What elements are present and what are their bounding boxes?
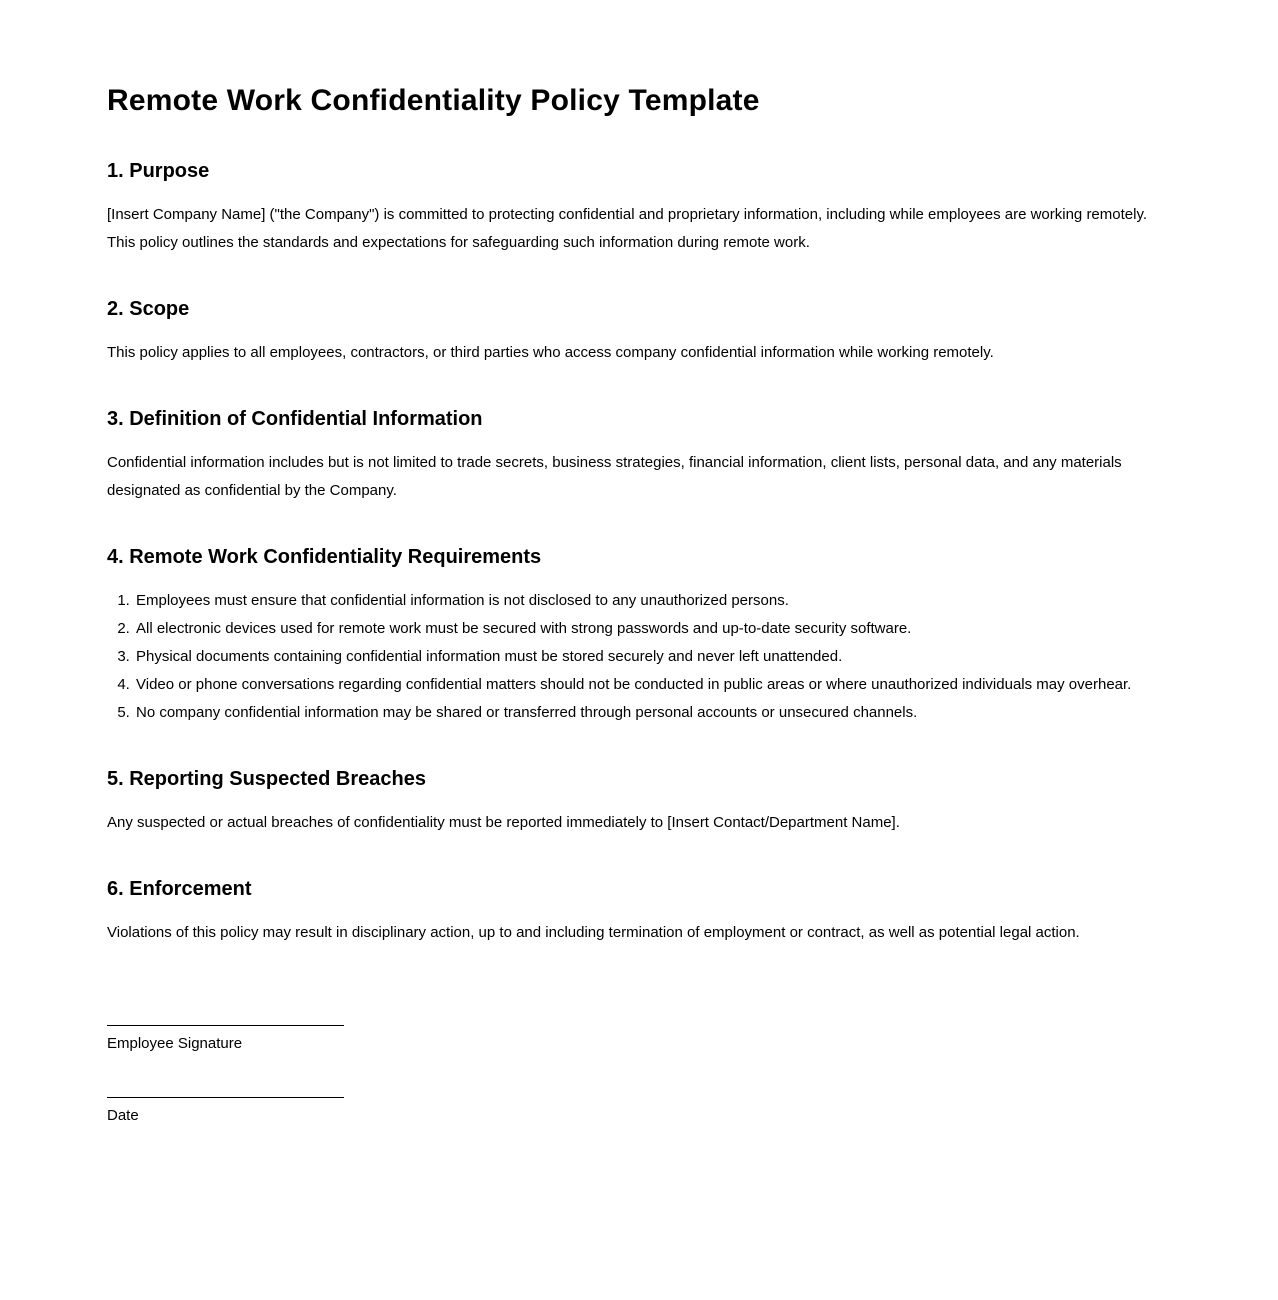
section-heading: 6. Enforcement [107, 877, 252, 900]
section-reporting [107, 767, 1150, 837]
signature-label: Date [107, 1106, 139, 1124]
section-enforcement [107, 877, 1150, 947]
requirement-item: 2. All electronic devices used for remote work must be secured with strong passwords and up-to-date security software. [134, 615, 1150, 643]
requirement-item: 4. Video or phone conversations regarding confidential matters should not be conducted in public areas or where unauthorized individuals may overhear. [134, 671, 1150, 699]
employee-signature-block [107, 1025, 1150, 1055]
signature-label: Employee Signature [107, 1034, 243, 1052]
section-body: Confidential information includes but is not limited to trade secrets, business strategies, financial information, client lists, personal data, and any materials designated as confidential by the Company. [107, 453, 1122, 499]
signature-line [107, 1097, 344, 1098]
signature-area [107, 1025, 1150, 1127]
section-purpose [107, 159, 1150, 257]
section-body: Any suspected or actual breaches of confidentiality must be reported immediately to [Insert Contact/Department Name]. [107, 813, 900, 831]
section-heading: 3. Definition of Confidential Information [107, 407, 483, 430]
section-requirements [107, 545, 1150, 727]
requirement-item: 1. Employees must ensure that confidential information is not disclosed to any unauthorized persons. [134, 587, 1150, 615]
page-title: Remote Work Confidentiality Policy Template [107, 84, 760, 117]
section-heading: 4. Remote Work Confidentiality Requirements [107, 545, 542, 568]
section-body: Violations of this policy may result in disciplinary action, up to and including termination of employment or contract, as well as potential legal action. [107, 923, 1080, 941]
requirements-list [107, 587, 1150, 727]
section-heading: 1. Purpose [107, 159, 210, 182]
requirement-item: 5. No company confidential information may be shared or transferred through personal accounts or unsecured channels. [134, 699, 1150, 727]
section-heading: 5. Reporting Suspected Breaches [107, 767, 426, 790]
section-scope [107, 297, 1150, 367]
section-definition [107, 407, 1150, 505]
requirement-item: 3. Physical documents containing confidential information must be stored securely and never left unattended. [134, 643, 1150, 671]
section-body: [Insert Company Name] ("the Company") is committed to protecting confidential and proprietary information, including while employees are working remotely. This policy outlines the standards and expectations for safeguarding such information during remote work. [107, 205, 1148, 251]
date-signature-block [107, 1097, 1150, 1127]
section-heading: 2. Scope [107, 297, 190, 320]
signature-line [107, 1025, 344, 1026]
section-body: This policy applies to all employees, contractors, or third parties who access company confidential information while working remotely. [107, 343, 994, 361]
